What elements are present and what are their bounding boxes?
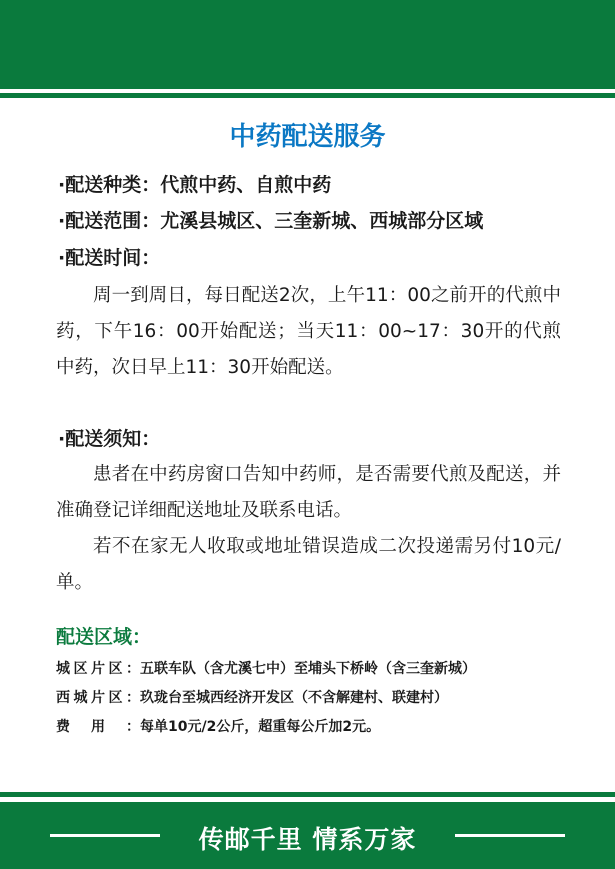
- footer-slogan: 传邮千里 情系万家: [198, 825, 417, 854]
- delivery-types: ·配送种类：代煎中药、自煎中药: [58, 174, 332, 196]
- zone-label: 城区片区：: [56, 661, 140, 677]
- zone-text: 每单10元/2公斤，超重每公斤加2元。: [140, 719, 381, 735]
- footer-stripe: [0, 792, 615, 797]
- delivery-time-text: 周一到周日，每日配送2次，上午11：00之前开的代煎中药，下午16：00开始配送；当天11：00~17：30开的代煎中药，次日早上11：30开始配送。: [56, 285, 561, 378]
- header-band: [0, 0, 615, 89]
- zone-text: 玖珑台至城西经济开发区（不含解建村、联建村）: [140, 690, 448, 706]
- zone-row-city: [56, 658, 476, 678]
- header-stripe: [0, 93, 615, 98]
- page-title: 中药配送服务: [229, 122, 386, 152]
- zone-row-west: [56, 687, 448, 707]
- delivery-notice-heading: ·配送须知：: [58, 428, 161, 450]
- delivery-time-heading: ·配送时间：: [58, 247, 161, 269]
- zone-row-fee: [56, 716, 380, 736]
- zone-text: 五联车队（含尤溪七中）至埔头下桥岭（含三奎新城）: [140, 661, 476, 677]
- delivery-notice-paragraph-2: 若不在家无人收取或地址错误造成二次投递需另付10元/单。: [56, 536, 561, 593]
- delivery-range: ·配送范围：尤溪县城区、三奎新城、西城部分区域: [58, 210, 484, 232]
- delivery-zones-title: 配送区域：: [56, 626, 152, 648]
- delivery-notice-paragraph-1: 患者在中药房窗口告知中药师，是否需要代煎及配送，并准确登记详细配送地址及联系电话。: [56, 464, 561, 521]
- zone-label: 费用：: [56, 719, 140, 735]
- zone-label: 西城片区：: [56, 690, 140, 706]
